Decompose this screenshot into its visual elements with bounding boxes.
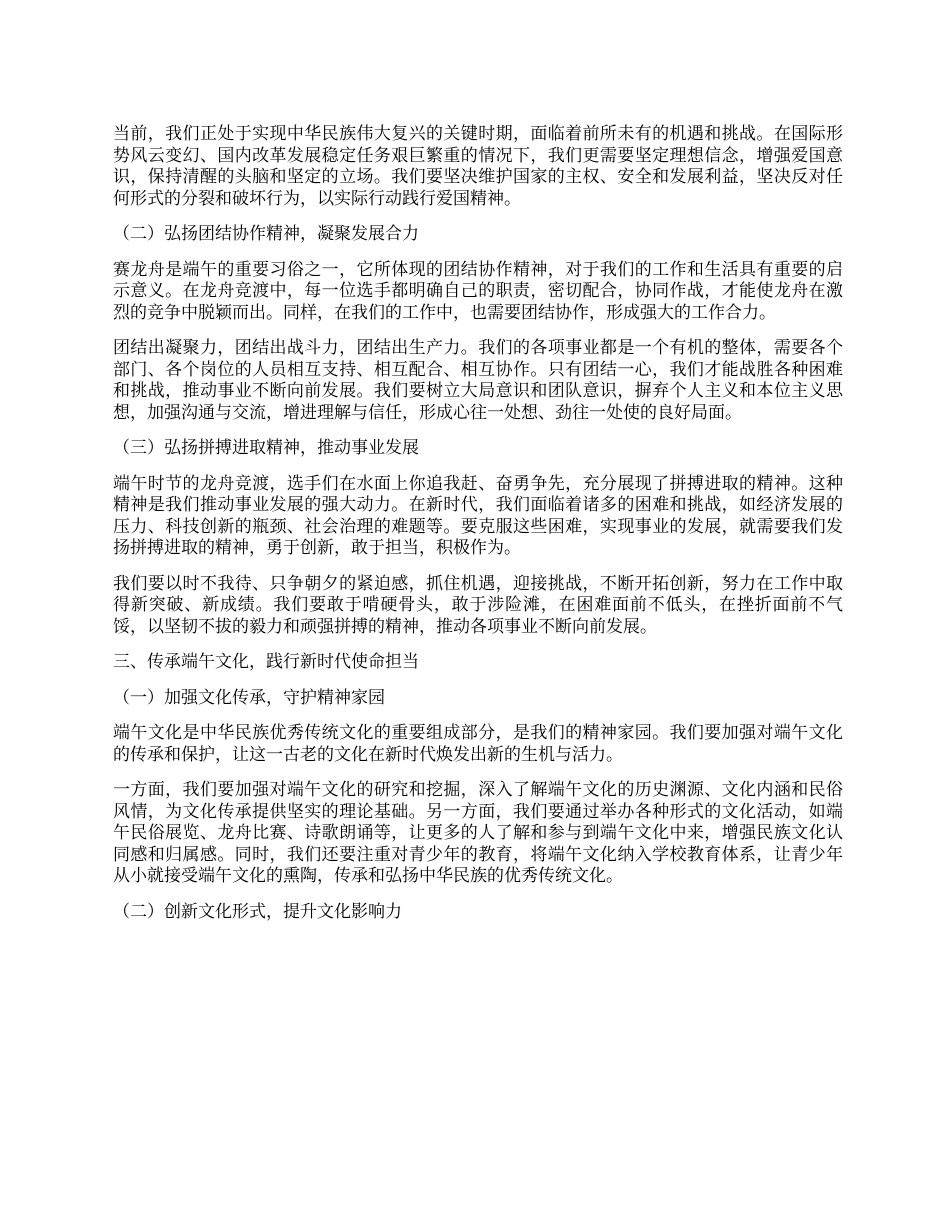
section-heading: （三）弘扬拼搏进取精神，推动事业发展 [113,438,419,458]
body-paragraph: 我们要以时不我待、只争朝夕的紧迫感，抓住机遇，迎接挑战，不断开拓创新，努力在工作中取得新突破、新成绩。我们要敢于啃硬骨头，敢于涉险滩，在困难面前不低头，在挫折面前不气馁，以坚韧不拔的毅力和顽强拼搏的精神，推动各项事业不断向前发展。 [113,573,843,637]
chapter-heading: 三、传承端午文化，践行新时代使命担当 [113,652,419,672]
body-paragraph: 一方面，我们要加强对端午文化的研究和挖掘，深入了解端午文化的历史渊源、文化内涵和民俗风情，为文化传承提供坚实的理论基础。另一方面，我们要通过举办各种形式的文化活动，如端午民俗展览、龙舟比赛、诗歌朗诵等，让更多的人了解和参与到端午文化中来，增强民族文化认同感和归属感。同时，我们还要注重对青少年的教育，将端午文化纳入学校教育体系，让青少年从小就接受端午文化的熏陶，传承和弘扬中华民族的优秀传统文化。 [113,780,843,886]
section-heading: （二）创新文化形式，提升文化影响力 [113,901,402,922]
body-paragraph: 团结出凝聚力，团结出战斗力，团结出生产力。我们的各项事业都是一个有机的整体，需要各个部门、各个岗位的人员相互支持、相互配合、相互协作。只有团结一心，我们才能战胜各种困难和挑战，推动事业不断向前发展。我们要树立大局意识和团队意识，摒弃个人主义和本位主义思想，加强沟通与交流，增进理解与信任，形成心往一处想、劲往一处使的良好局面。 [113,338,843,423]
body-paragraph: 赛龙舟是端午的重要习俗之一，它所体现的团结协作精神，对于我们的工作和生活具有重要的启示意义。在龙舟竞渡中，每一位选手都明确自己的职责，密切配合，协同作战，才能使龙舟在激烈的竞争中脱颖而出。同样，在我们的工作中，也需要团结协作，形成强大的工作合力。 [113,259,843,323]
body-paragraph: 端午时节的龙舟竞渡，选手们在水面上你追我赶、奋勇争先，充分展现了拼搏进取的精神。这种精神是我们推动事业发展的强大动力。在新时代，我们面临着诸多的困难和挑战，如经济发展的压力、科技创新的瓶颈、社会治理的难题等。要克服这些困难，实现事业的发展，就需要我们发扬拼搏进取的精神，勇于创新，敢于担当，积极作为。 [113,473,843,558]
section-heading: （一）加强文化传承，守护精神家园 [113,687,385,708]
section-heading: （二）弘扬团结协作精神，凝聚发展合力 [113,224,419,244]
document-body [113,124,843,937]
body-paragraph: 当前，我们正处于实现中华民族伟大复兴的关键时期，面临着前所未有的机遇和挑战。在国际形势风云变幻、国内改革发展稳定任务艰巨繁重的情况下，我们更需要坚定理想信念，增强爱国意识，保持清醒的头脑和坚定的立场。我们要坚决维护国家的主权、安全和发展利益，坚决反对任何形式的分裂和破坏行为，以实际行动践行爱国精神。 [113,124,843,209]
body-paragraph: 端午文化是中华民族优秀传统文化的重要组成部分，是我们的精神家园。我们要加强对端午文化的传承和保护，让这一古老的文化在新时代焕发出新的生机与活力。 [113,723,843,765]
